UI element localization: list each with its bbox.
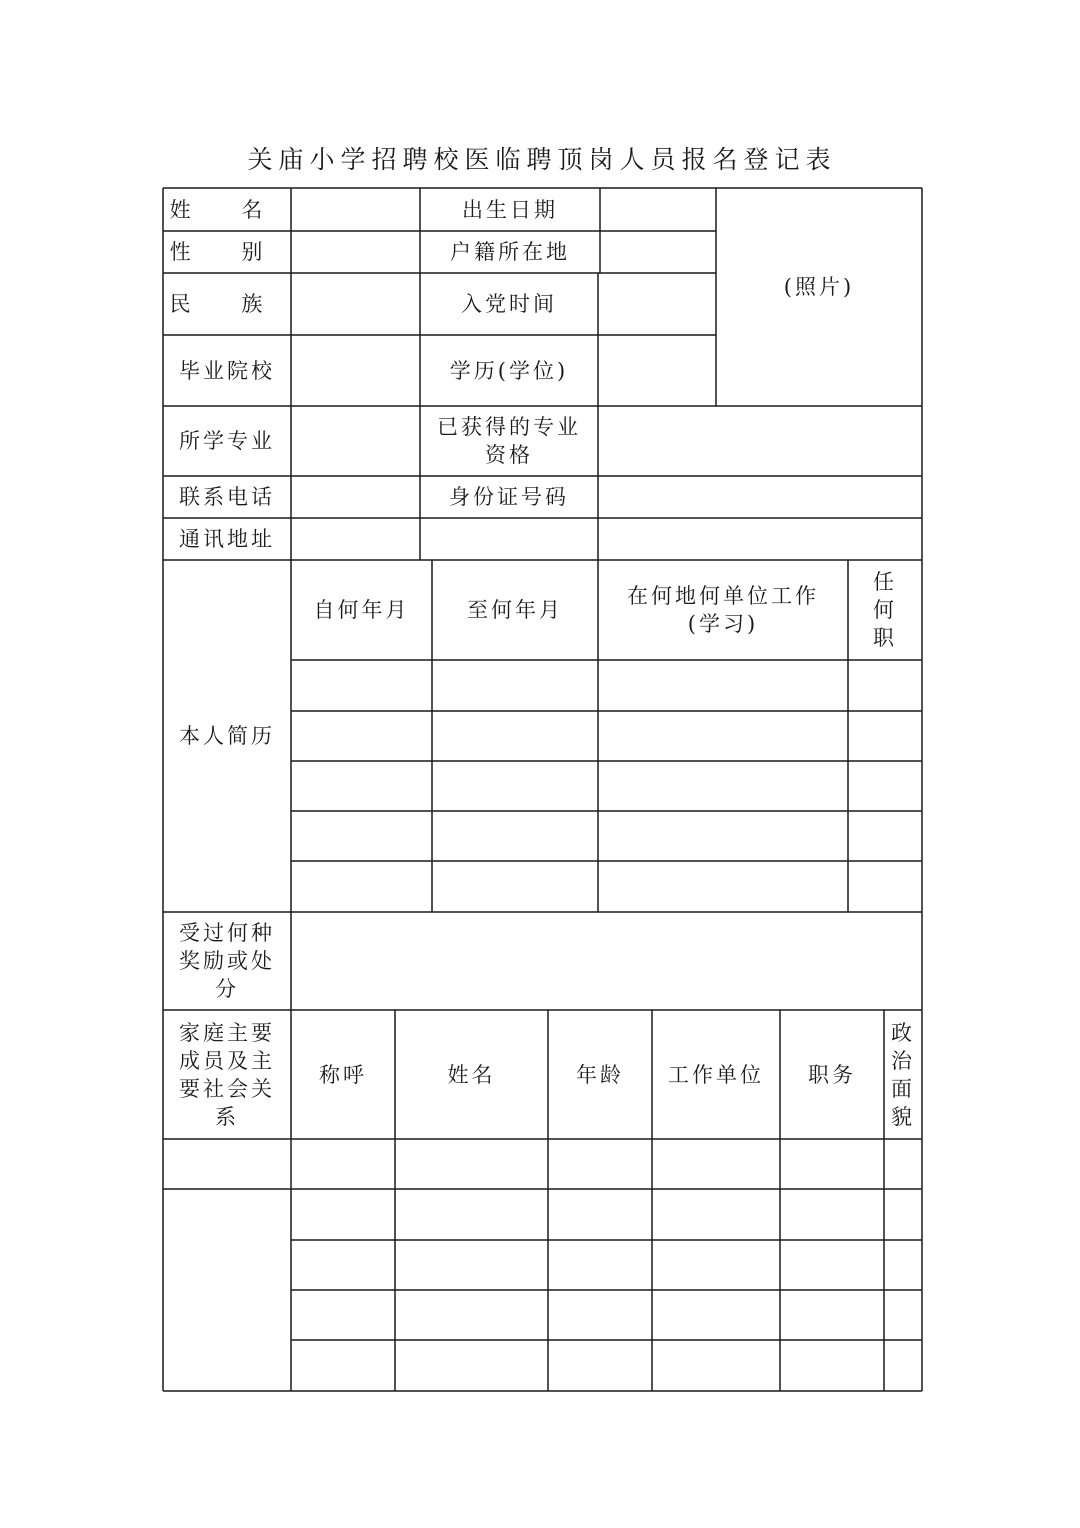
label-family: 家庭主要 成员及主 要社会关 系 <box>179 1020 275 1129</box>
label-id-number: 身份证号码 <box>449 485 569 509</box>
label-major: 所学专业 <box>179 429 275 453</box>
label-ethnicity: 民 族 <box>169 292 285 316</box>
resume-header-to-date: 至何年月 <box>467 598 563 622</box>
input-awards-penalties[interactable] <box>291 912 922 1010</box>
resume-row[interactable] <box>291 761 922 811</box>
family-row[interactable] <box>291 1189 922 1240</box>
resume-row[interactable] <box>291 711 922 761</box>
input-name[interactable] <box>291 188 420 231</box>
photo-area: (照片) <box>783 275 855 299</box>
resume-header-position: 任 何 职 <box>873 570 897 650</box>
input-party-join-date[interactable] <box>598 273 716 335</box>
input-phone[interactable] <box>291 476 420 518</box>
label-professional-qualification: 已获得的专业 资格 <box>437 415 581 467</box>
label-awards-penalties: 受过何种 奖励或处 分 <box>179 921 275 1001</box>
label-education-degree: 学历(学位) <box>449 358 569 383</box>
label-birth-date: 出生日期 <box>462 197 558 222</box>
family-row[interactable] <box>163 1139 922 1189</box>
family-header-duty: 职务 <box>808 1062 856 1087</box>
input-address[interactable] <box>291 518 922 560</box>
family-row[interactable] <box>291 1340 922 1391</box>
resume-row[interactable] <box>291 660 922 711</box>
resume-row[interactable] <box>291 861 922 912</box>
resume-header-from-date: 自何年月 <box>313 598 410 622</box>
input-gender[interactable] <box>291 231 420 273</box>
label-name: 姓 名 <box>169 197 285 222</box>
input-professional-qualification[interactable] <box>598 406 922 476</box>
label-party-join-date: 入党时间 <box>461 292 557 316</box>
family-header-political-status: 政 治 面 貌 <box>891 1020 915 1129</box>
input-education-degree[interactable] <box>598 335 716 406</box>
input-birth-date[interactable] <box>600 188 716 231</box>
label-graduated-school: 毕业院校 <box>179 358 275 383</box>
label-household-registration: 户籍所在地 <box>450 240 570 264</box>
form-title: 关庙小学招聘校医临聘顶岗人员报名登记表 <box>247 145 837 174</box>
label-resume: 本人简历 <box>179 724 275 748</box>
resume-row[interactable] <box>291 811 922 861</box>
resume-header-workplace: 在何地何单位工作 (学习) <box>627 584 819 636</box>
family-header-relation: 称呼 <box>319 1062 367 1087</box>
input-id-number[interactable] <box>598 476 922 518</box>
input-graduated-school[interactable] <box>291 335 420 406</box>
input-household-registration[interactable] <box>600 231 716 273</box>
label-phone: 联系电话 <box>179 485 275 509</box>
family-header-name: 姓名 <box>447 1062 496 1087</box>
input-ethnicity[interactable] <box>291 273 420 335</box>
family-header-workplace: 工作单位 <box>668 1062 764 1087</box>
family-row[interactable] <box>291 1240 922 1290</box>
family-header-age: 年龄 <box>576 1062 624 1087</box>
family-row[interactable] <box>291 1290 922 1340</box>
input-major[interactable] <box>291 406 420 476</box>
label-gender: 性 别 <box>169 240 285 264</box>
label-address: 通讯地址 <box>179 527 275 551</box>
